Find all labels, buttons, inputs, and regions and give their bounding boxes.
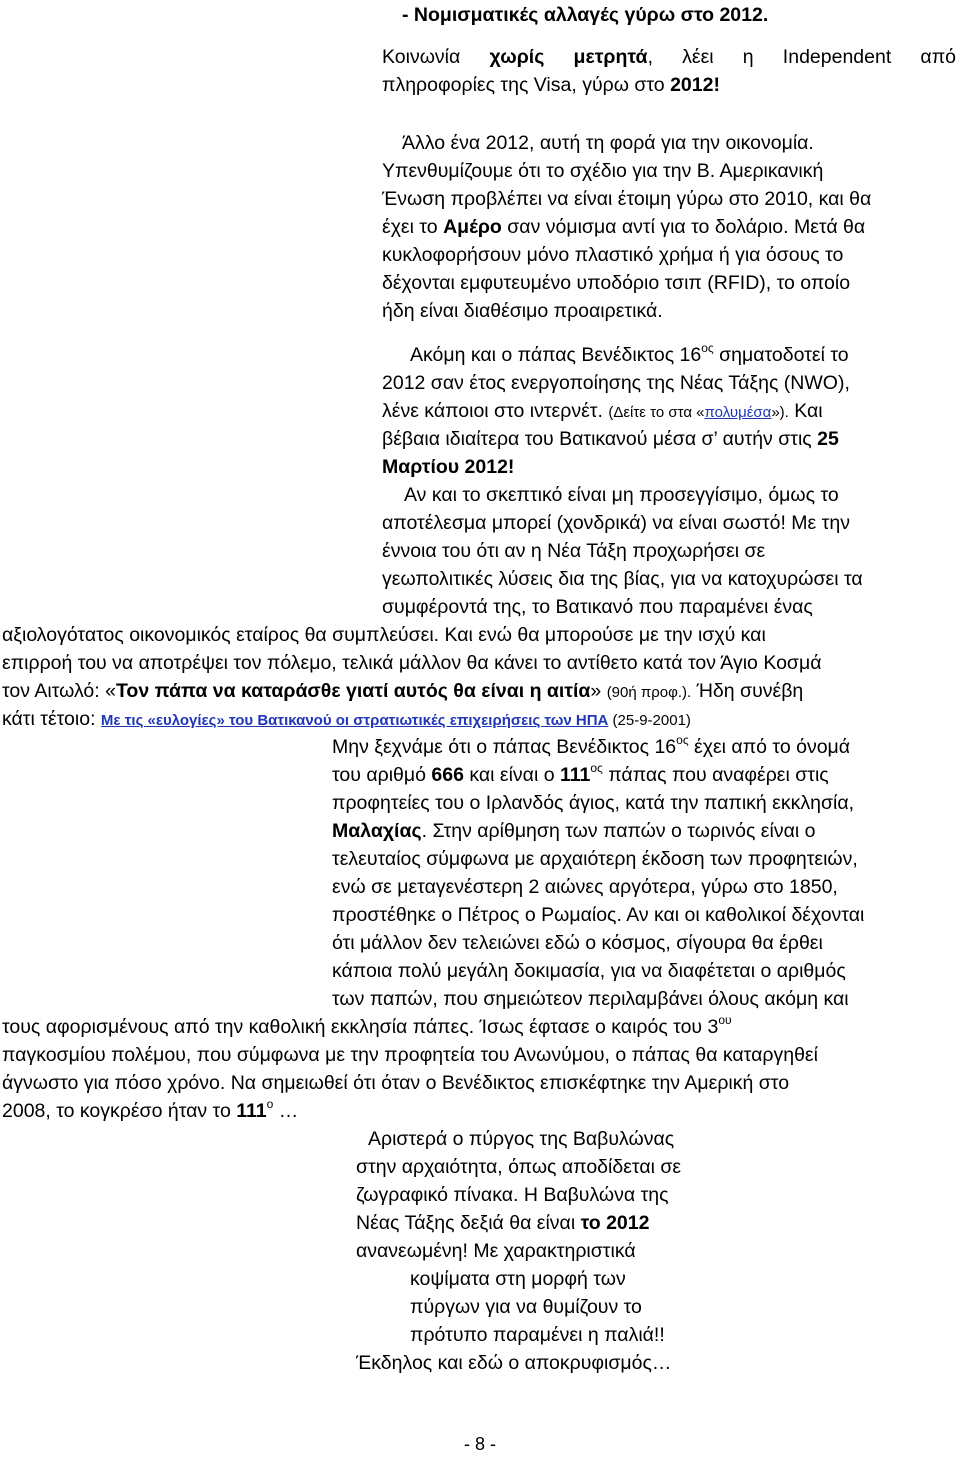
section-heading: - Νομισματικές αλλαγές γύρω στο 2012. [402, 4, 769, 26]
paragraph-4-line-1: Αν και το σκεπτικό είναι μη προσεγγίσιμο, όμως το [404, 484, 839, 506]
paragraph-5-line-1: Μην ξεχνάμε ότι ο πάπας Βενέδικτος $16^{o\varsigma}$ έχει από το όνομά [332, 733, 851, 758]
caption-line-9: Έκδηλος και εδώ ο αποκρυφισμός… [356, 1352, 672, 1374]
paragraph-5-line-9: κάποια πολύ μεγάλη δοκιμασία, για να διαφέτεται ο αριθμός [332, 960, 846, 982]
page-number: - 8 - [463, 1434, 496, 1454]
paragraph-5-line-3: προφητείες του ο Ιρλανδός άγιος, κατά την παπική εκκλησία, [332, 792, 855, 814]
paragraph-2-line-6: δέχονται εμφυτευμένο υποδόριο τσιπ (RFID), το οποίο [382, 272, 851, 294]
paragraph-4-line-7: επιρροή του να αποτρέψει τον πόλεμο, τελικά μάλλον θα κάνει το αντίθετο κατά τον Άγιο Κοσμά [2, 652, 822, 674]
paragraph-5-line-5: τελευταίος σύμφωνα με αρχαιότερη έκδοση των προφητειών, [332, 848, 858, 870]
caption-line-6: κοψίματα στη μορφή των [410, 1268, 626, 1290]
paragraph-5-line-8: ότι μάλλον δεν τελειώνει εδώ ο κόσμος, σίγουρα θα έρθει [332, 932, 823, 954]
paragraph-2-line-2: Υπενθυμίζουμε ότι το σχέδιο για την Β. Αμερικανική [382, 160, 824, 182]
paragraph-3-line-5: Μαρτίου 2012! [382, 456, 515, 478]
paragraph-4-line-8: τον Αιτωλό: «Τον πάπα να καταράσθε γιατί αυτός θα είναι η αιτία» (90ή προφ.). Ήδη συνέβη [2, 680, 804, 702]
paragraph-3-line-2: 2012 σαν έτος ενεργοποίησης της Νέας Τάξης (NWO), [382, 372, 850, 394]
paragraph-5-line-13: άγνωστο για πόσο χρόνο. Να σημειωθεί ότι όταν ο Βενέδικτος επισκέφτηκε την Αμερική στο [2, 1072, 790, 1094]
paragraph-4-line-3: έννοια του ότι αν η Νέα Τάξη προχωρήσει σε [382, 540, 766, 562]
caption-line-5: ανανεωμένη! Με χαρακτηριστικά [356, 1240, 636, 1262]
paragraph-5-line-4: Μαλαχίας. Στην αρίθμηση των παπών ο τωρινός είναι ο [332, 820, 816, 842]
caption-line-8: πρότυπο παραμένει η παλιά!! [410, 1324, 665, 1346]
caption-line-3: ζωγραφικό πίνακα. Η Βαβυλώνα της [356, 1184, 669, 1206]
paragraph-5-line-6: ενώ σε μεταγενέστερη 2 αιώνες αργότερα, γύρω στο 1850, [332, 876, 838, 898]
paragraph-3-line-1: Ακόμη και ο πάπας Βενέδικτος $16^{o\varsigma}$ σηματοδοτεί το [410, 341, 849, 366]
paragraph-2-line-3: Ένωση προβλέπει να είναι έτοιμη γύρω στο 2010, και θα [382, 188, 872, 210]
paragraph-3-line-3: λένε κάποιοι στο ιντερνέτ. (Δείτε το στα «πολυμέσα»). Και [382, 400, 823, 422]
paragraph-5-line-10: των παπών, που σημειώτεον περιλαμβάνει όλους ακόμη και [332, 988, 849, 1010]
paragraph-5-line-12: παγκοσμίου πολέμου, που σύμφωνα με την προφητεία του Ανωνύμου, ο πάπας θα καταργηθεί [2, 1044, 818, 1066]
vatican-usa-operations-link[interactable]: Με τις «ευλογίες» του Βατικανού οι στρατιωτικές επιχειρήσεις των ΗΠΑ [100, 712, 609, 729]
paragraph-3-line-4: βέβαια ιδιαίτερα του Βατικανού μέσα σ’ αυτήν στις 25 [382, 428, 839, 450]
paragraph-5-line-14: 2008, το κογκρέσο ήταν το $111^o$ … [2, 1097, 299, 1122]
paragraph-2-line-5: κυκλοφορήσουν μόνο πλαστικό χρήμα ή για όσους το [382, 244, 844, 266]
paragraph-5-line-2: του αριθμό 666 και είναι ο $111^{o\varsigma}$ πάπας που αναφέρει στις [332, 761, 829, 786]
paragraph-2-line-7: ήδη είναι διαθέσιμο προαιρετικά. [382, 300, 663, 322]
paragraph-4-line-2: αποτέλεσμα μπορεί (χονδρικά) να είναι σωστό! Με την [382, 512, 850, 534]
paragraph-4-line-6: αξιολογότατος οικονομικός εταίρος θα συμπλεύσει. Και ενώ θα μπορούσε με την ισχύ και [2, 624, 766, 646]
caption-line-1: Αριστερά ο πύργος της Βαβυλώνας [368, 1128, 675, 1150]
paragraph-1-line-2: πληροφορίες της Visa, γύρω στο 2012! [382, 74, 720, 96]
paragraph-4-line-9: κάτι τέτοιο: Με τις «ευλογίες» του Βατικανού οι στρατιωτικές επιχειρήσεις των ΗΠΑ (25-9-2001) [2, 708, 691, 730]
caption-line-7: πύργων για να θυμίζουν το [410, 1296, 642, 1318]
paragraph-4-line-5: συμφέροντά της, το Βατικανό που παραμένει ένας [382, 596, 813, 618]
multimedia-link[interactable]: πολυμέσα [704, 404, 772, 421]
paragraph-1-line-1: Κοινωνία χωρίς μετρητά, λέει η Independent από [382, 46, 956, 68]
paragraph-4-line-4: γεωπολιτικές λύσεις δια της βίας, για να κατοχυρώσει τα [382, 568, 863, 590]
paragraph-2-line-1: Άλλο ένα 2012, αυτή τη φορά για την οικονομία. [402, 132, 814, 154]
paragraph-2-line-4: έχει το Αμέρο σαν νόμισμα αντί για το δολάριο. Μετά θα [382, 216, 866, 238]
caption-line-4: Νέας Τάξης δεξιά θα είναι το 2012 [356, 1212, 650, 1234]
paragraph-5-line-7: προστέθηκε ο Πέτρος ο Ρωμαίος. Αν και οι καθολικοί δέχονται [332, 904, 865, 926]
paragraph-5-line-11: τους αφορισμένους από την καθολική εκκλησία πάπες. Ίσως έφτασε ο καιρός του $3^{o\upsilon}$ [2, 1013, 732, 1038]
caption-line-2: στην αρχαιότητα, όπως αποδίδεται σε [356, 1156, 682, 1178]
